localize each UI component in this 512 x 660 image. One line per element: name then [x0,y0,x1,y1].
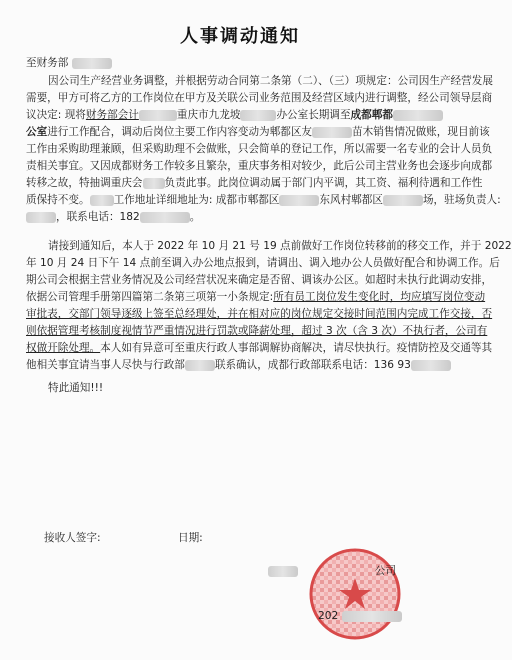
text-span: 财务部会计 [85,109,139,121]
text-span: 议决定: 现将 [26,109,86,121]
redacted-block [383,195,423,206]
body-line: 期公司会根据主营业务情况及公司经营状况来确定是否留、调该办公区。如超时未执行此调动安排， [26,274,493,286]
date-partial: 202 [318,610,339,622]
text-span: 权做开除处理。 [26,342,101,354]
text-span: 进行工作配合，调动后岗位主要工作内容变动为郫都区友 [47,126,313,138]
text-span: 质保持不变。 [26,194,90,206]
text-span: 所有员工岗位发生变化时，均应填写岗位变动 [273,291,486,303]
redacted-block [312,127,352,138]
redacted-block [185,360,215,371]
body-line: 因公司生产经营业务调整，并根据劳动合同第二条第（二）、（三）项规定：公司因生产经营发展 [48,75,493,87]
body-line [26,340,493,356]
text-span: 东风村郫都区 [319,194,383,206]
recipient-label: 接收人签字: [44,532,101,544]
issue-date [318,610,402,622]
text-span: ，联系电话：182 [56,211,140,223]
date-label: 日期: [178,532,203,544]
body-line: 需要，甲方可将乙方的工作岗位在甲方及关联公司业务范围及经营区域内进行调整，经公司领导层商 [26,92,493,104]
text-span: 负责此事。此岗位调动属于部门内平调，其工资、福利待遇和工作性 [164,177,483,189]
body-line [26,209,466,225]
body-line: 工作由采购助理兼顾，但采购助理不会做账，只会简单的登记工作，所以需要一名专业的会计人员负 [26,143,493,155]
text-span: 苗木销售情况做账，现目前该 [352,126,490,138]
body-line [26,192,501,208]
redacted-block [139,110,177,121]
page-title: 人事调动通知 [180,26,300,47]
company-suffix: 公司 [374,565,396,577]
company-name-line [268,563,396,578]
text-span: 场，驻场负责人: [422,194,501,206]
body-line: 年 10 月 24 日下午 14 点前至调入办公地点报到，请调出、调入地办公人员做好配合和协调工作。后 [26,257,500,269]
text-span: 他相关事宜请当事人尽快与行政部 [26,359,185,371]
redacted-block [240,110,276,121]
redacted-block [268,566,298,577]
body-line [26,357,466,373]
redacted-block [140,212,190,223]
text-span: 。 [189,211,201,223]
body-line [26,289,486,305]
text-span: 依据公司管理手册第四篇第二条第三项第一小条规定: [26,291,274,303]
salutation: 至财务部 [26,57,69,69]
text-span: 成都郫都 [350,109,393,121]
redacted-block [72,58,112,69]
redacted-block [90,195,114,206]
text-span: 办公室长期调至 [276,109,351,121]
company-seal [296,548,414,640]
salutation-line [26,55,466,71]
closing: 特此通知!!! [48,382,104,394]
redacted-block [393,110,443,121]
body-line [26,175,483,191]
body-line [26,107,466,123]
text-span: 工作地址详细地址为: 成都市郫都区 [113,194,280,206]
seal-graphic [296,548,414,640]
redacted-block [342,611,402,622]
text-span: 公室 [26,126,48,138]
redacted-block [279,195,319,206]
redacted-block [411,360,451,371]
text-span: 重庆市九龙坡 [176,109,241,121]
redacted-block [143,178,165,189]
body-line: 则依据管理考核制度视情节严重情况进行罚款或降薪处理，超过 3 次（含 3 次）不执行者，公司有 [26,325,488,337]
text-span: 本人如有异意可至重庆行政人事部调解协商解决，请尽快执行。疫情防控及交通等其 [100,342,493,354]
body-line: 责相关事宜。又因成都财务工作较多且繁杂，重庆事务相对较少，此后公司主营业务也会逐步向成都 [26,160,493,172]
text-span: 联系确认，成都行政部联系电话：136 93 [214,359,411,371]
body-line [26,124,490,140]
body-line: 审批表，交部门领导逐级上签至总经理处，并在相对应的岗位规定交接时间范围内完成工作交接，否 [26,308,493,320]
redacted-block [26,212,56,223]
body-line: 请接到通知后，本人于 2022 年 10 月 21 号 19 点前做好工作岗位转移前的移交工作，并于 2022 [48,240,512,252]
text-span: 转移之故，特抽调重庆会 [26,177,143,189]
